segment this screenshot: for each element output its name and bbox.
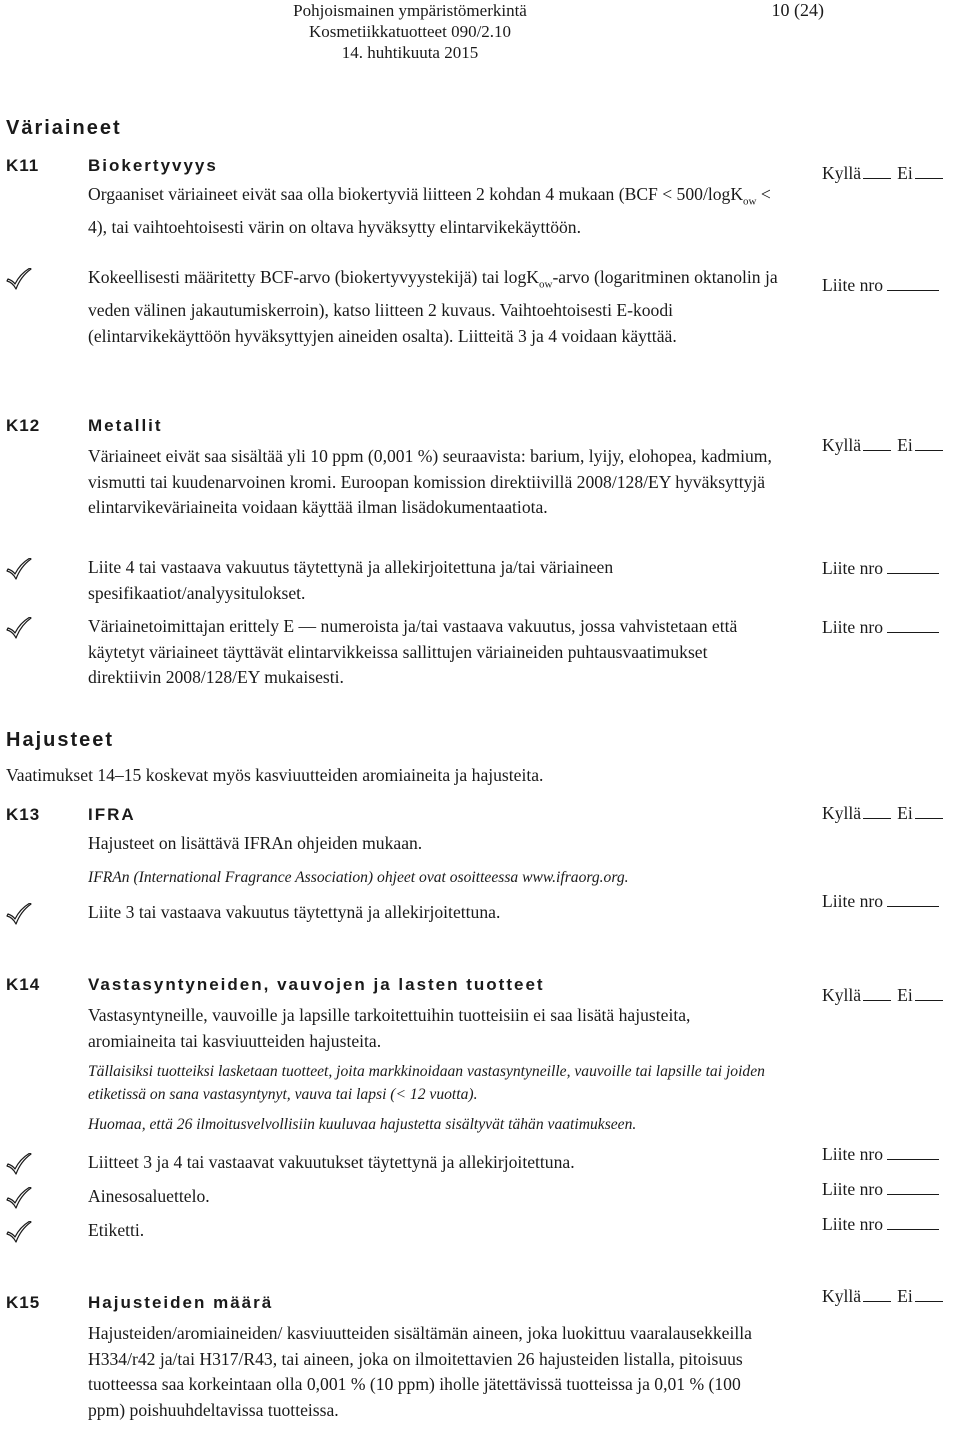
documentation-k14-a: Liitteet 3 ja 4 tai vastaavat vakuutukset täytettynä ja allekirjoitettuna. xyxy=(88,1152,575,1172)
appendix-field-k14-b: Liite nro xyxy=(822,1176,939,1201)
documentation-k11: Kokeellisesti määritetty BCF-arvo (biokertyvyystekijä) tai logK$_{ow}$-arvo (logaritminen oktanolin ja veden välinen jakautumiskerroin), katso liitteen 2 kuvaus. Vaihtoehtoisesti E-koodi (elintarvikekäyttöön hyväksyttyjen aineiden osalta). Liitteitä 3 ja 4 voidaan käyttää. xyxy=(88,267,778,346)
requirement-note-k13: IFRAn (International Fragrance Association) ohjeet ovat osoitteessa www.ifraorg.org. xyxy=(88,869,629,886)
requirement-title-k15: Hajusteiden määrä xyxy=(88,1293,274,1312)
requirement-code-k12: K12 xyxy=(6,416,41,435)
requirement-code-k13: K13 xyxy=(6,805,41,824)
appendix-blank[interactable] xyxy=(887,1141,939,1160)
yes-no-field-k12: Kyllä Ei xyxy=(822,432,943,457)
no-blank[interactable] xyxy=(915,160,943,179)
documentation-k12-a: Liite 4 tai vastaava vakuutus täytettynä ja allekirjoitettuna ja/tai väriaineen spesifikaatiot/analyysitulokset. xyxy=(88,557,614,603)
requirement-text-k15: Hajusteiden/aromiaineiden/ kasviuutteiden sisältämän aineen, joka luokittuu vaaralausekkeilla H334/r42 ja/tai H317/R43, tai aineen, joka on ilmoitettavien 26 hajusteiden listalla, pitoisuus tuotteessa saa korkeintaan olla 0,001 % (10 ppm) iholle jätettävissä tuotteissa ja 0,01 % (100 ppm) poishuuhdeltavissa tuotteissa. xyxy=(88,1323,752,1420)
documentation-k12-b: Väriainetoimittajan erittely E — numeroista ja/tai vastaava vakuutus, jossa vahvistetaan että käytetyt väriaineet täyttävät elintarvikkeissa sallittujen väriaineiden puhtausvaatimukset direktiivin 2008/128/EY mukaisesti. xyxy=(88,616,738,687)
appendix-field-k12-b: Liite nro xyxy=(822,614,939,639)
checkmark-icon xyxy=(6,558,32,580)
requirement-text-k13: Hajusteet on lisättävä IFRAn ohjeiden mukaan. xyxy=(88,833,423,853)
appendix-field-k14-a: Liite nro xyxy=(822,1141,939,1166)
requirement-code-k14: K14 xyxy=(6,975,41,994)
checkmark-icon xyxy=(6,1153,32,1175)
section-title-colorants: Väriaineet xyxy=(6,117,122,139)
appendix-blank[interactable] xyxy=(887,1211,939,1230)
requirement-title-k13: IFRA xyxy=(88,805,136,824)
header-date: 14. huhtikuuta 2015 xyxy=(341,43,479,62)
yes-no-field-k14: Kyllä Ei xyxy=(822,982,943,1007)
appendix-field-k13: Liite nro xyxy=(822,888,939,913)
appendix-blank[interactable] xyxy=(887,888,939,907)
documentation-k14-c: Etiketti. xyxy=(88,1220,145,1240)
requirement-text-k14: Vastasyntyneille, vauvoille ja lapsille tarkoitettuihin tuotteisiin ei saa lisätä hajusteita, aromiaineita tai kasviuutteiden hajusteita. xyxy=(88,1005,691,1051)
requirement-title-k14: Vastasyntyneiden, vauvojen ja lasten tuotteet xyxy=(88,975,545,994)
checkmark-icon xyxy=(6,268,32,290)
appendix-blank[interactable] xyxy=(887,272,939,291)
yes-blank[interactable] xyxy=(863,982,891,1001)
appendix-blank[interactable] xyxy=(887,555,939,574)
appendix-blank[interactable] xyxy=(887,614,939,633)
documentation-k14-b: Ainesosaluettelo. xyxy=(88,1186,210,1206)
appendix-field-k14-c: Liite nro xyxy=(822,1211,939,1236)
documentation-k13: Liite 3 tai vastaava vakuutus täytettynä ja allekirjoitettuna. xyxy=(88,902,501,922)
page-number: 10 (24) xyxy=(771,0,824,20)
requirement-title-k12: Metallit xyxy=(88,416,163,435)
yes-no-field-k15: Kyllä Ei xyxy=(822,1283,943,1308)
no-blank[interactable] xyxy=(915,432,943,451)
yes-no-field-k13: Kyllä Ei xyxy=(822,800,943,825)
no-blank[interactable] xyxy=(915,1283,943,1302)
section-intro-fragrances: Vaatimukset 14–15 koskevat myös kasviuutteiden aromiaineita ja hajusteita. xyxy=(6,765,544,785)
requirement-note-k14-a: Tällaisiksi tuotteiksi lasketaan tuotteet, joita markkinoidaan vastasyntyneille, vauvoille tai lapsille tai joiden etiketissä on sana vastasyntynyt, vauva tai lapsi (< 12 vuotta). xyxy=(88,1063,765,1103)
requirement-title-k11: Biokertyvyys xyxy=(88,156,218,175)
no-blank[interactable] xyxy=(915,800,943,819)
header-document: Kosmetiikkatuotteet 090/2.10 xyxy=(308,22,512,41)
checkmark-icon xyxy=(6,1221,32,1243)
header-organization: Pohjoismainen ympäristömerkintä xyxy=(293,1,527,20)
requirement-code-k11: K11 xyxy=(6,156,40,175)
yes-blank[interactable] xyxy=(863,160,891,179)
section-title-fragrances: Hajusteet xyxy=(6,729,115,751)
appendix-field-k11: Liite nro xyxy=(822,272,939,297)
checkmark-icon xyxy=(6,903,32,925)
no-blank[interactable] xyxy=(915,982,943,1001)
requirement-note-k14-b: Huomaa, että 26 ilmoitusvelvollisiin kuuluvaa hajustetta sisältyvät tähän vaatimukseen. xyxy=(88,1116,637,1133)
yes-blank[interactable] xyxy=(863,800,891,819)
requirement-text-k12: Väriaineet eivät saa sisältää yli 10 ppm (0,001 %) seuraavista: barium, lyijy, elohopea, kadmium, vismutti tai kuudenarvoinen kromi. Euroopan komission direktiivillä 2008/128/EY hyväksyttyjä elintarvikeväriaineita voidaan käyttää ilman lisädokumentaatiota. xyxy=(88,446,772,517)
requirement-code-k15: K15 xyxy=(6,1293,41,1312)
checkmark-icon xyxy=(6,617,32,639)
requirement-text-k11: Orgaaniset väriaineet eivät saa olla biokertyviä liitteen 2 kohdan 4 mukaan (BCF < 500/logK$_{ow}$ < 4), tai vaihtoehtoisesti värin on oltava hyväksytty elintarvikekäyttöön. xyxy=(88,184,771,238)
appendix-blank[interactable] xyxy=(887,1176,939,1195)
checkmark-icon xyxy=(6,1187,32,1209)
yes-blank[interactable] xyxy=(863,1283,891,1302)
yes-blank[interactable] xyxy=(863,432,891,451)
appendix-field-k12-a: Liite nro xyxy=(822,555,939,580)
page-header xyxy=(0,0,960,64)
yes-no-field-k11: Kyllä Ei xyxy=(822,160,943,185)
